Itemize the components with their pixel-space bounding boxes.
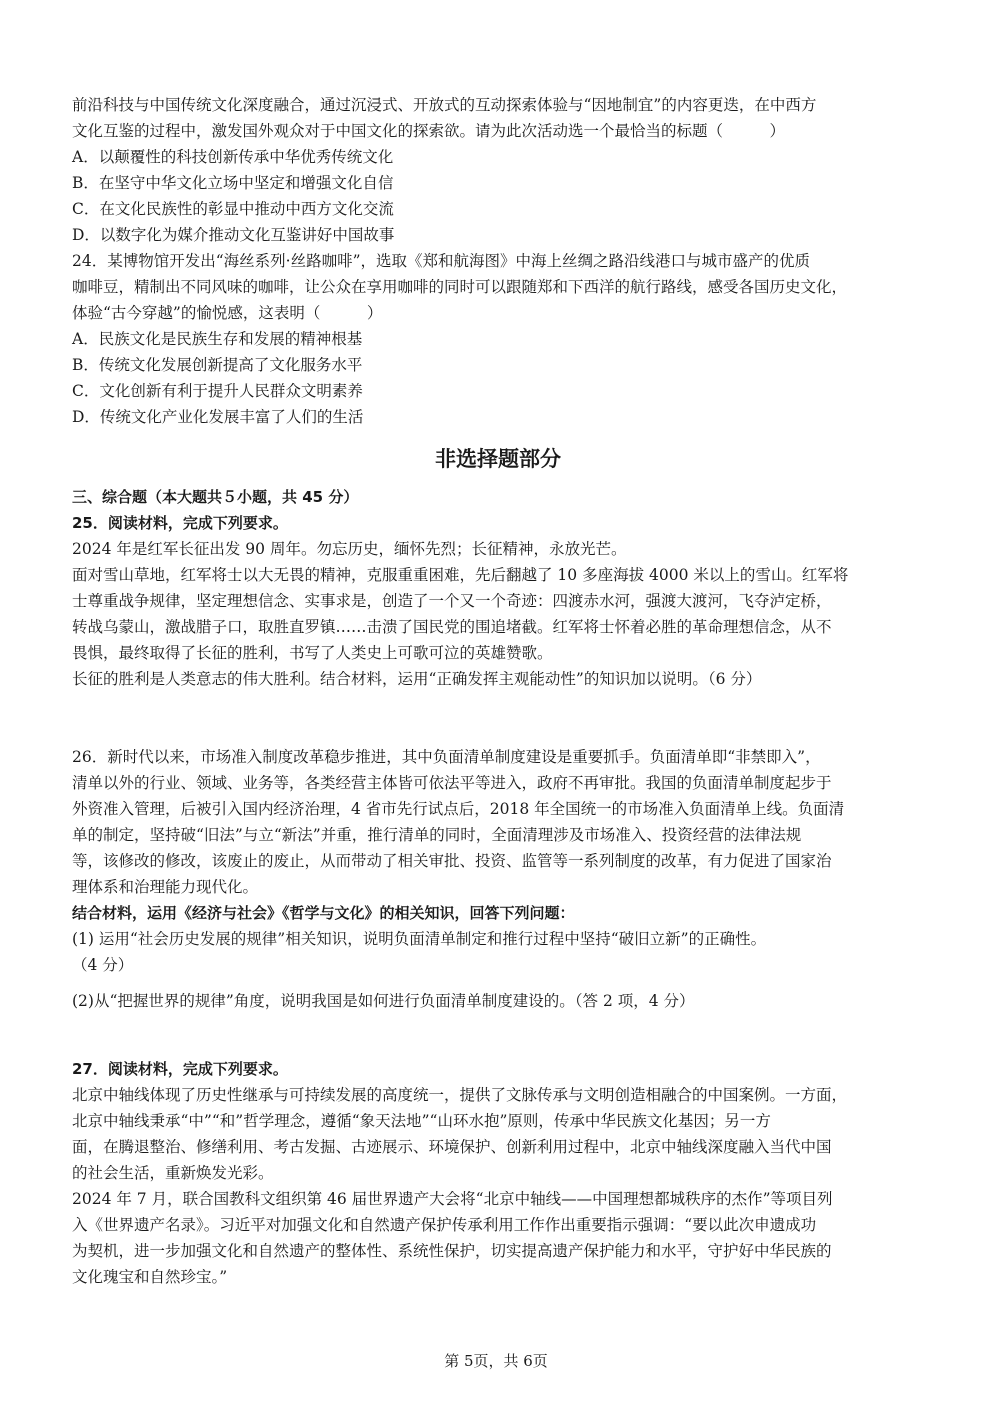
question-23 [72,92,924,248]
q27-heading: 27．阅读材料，完成下列要求。 [72,1060,288,1078]
q26-line: 清单以外的行业、领域、业务等，各类经营主体皆可依法平等进入，政府不再审批。我国的负面清单制度起步于 [72,774,832,792]
exam-page [72,92,924,1290]
q24-stem-line2: 咖啡豆，精制出不同风味的咖啡，让公众在享用咖啡的同时可以跟随郑和下西洋的航行路线，感受各国历史文化， [72,278,848,296]
page-footer: 第 5页，共 6页 [444,1352,548,1370]
q23-option-c: C．在文化民族性的彰显中推动中西方文化交流 [72,200,394,218]
q26-sub1-line1: (1) 运用“社会历史发展的规律”相关知识，说明负面清单制定和推行过程中坚持“破旧立新”的正确性。 [72,930,767,948]
q25-line: 2024 年是红军长征出发 90 周年。勿忘历史，缅怀先烈；长征精神，永放光芒。 [72,540,627,558]
q26-line: 26．新时代以来，市场准入制度改革稳步推进，其中负面清单制度建设是重要抓手。负面清单即“非禁即入”， [72,748,821,766]
q25-line: 士尊重战争规律，坚定理想信念、实事求是，创造了一个又一个奇迹：四渡赤水河，强渡大渡河，飞夺泸定桥， [72,592,832,610]
q24-option-c: C．文化创新有利于提升人民群众文明素养 [72,382,363,400]
q26-sub1-line2: （4 分） [72,956,134,974]
question-26 [72,744,924,1014]
q23-option-d: D．以数字化为媒介推动文化互鉴讲好中国故事 [72,226,395,244]
question-24 [72,248,924,430]
answer-space-26-2 [72,1014,924,1056]
q26-line: 等，该修改的修改，该废止的废止，从而带动了相关审批、投资、监管等一系列制度的改革，有力促进了国家治 [72,852,832,870]
q27-line: 面，在腾退整治、修缮利用、考古发掘、古迹展示、环境保护、创新利用过程中，北京中轴线深度融入当代中国 [72,1138,832,1156]
q25-line: 面对雪山草地，红军将士以大无畏的精神，克服重重困难，先后翻越了 10 多座海拔 4000 米以上的雪山。红军将 [72,566,849,584]
q25-line: 转战乌蒙山，激战腊子口，取胜直罗镇……击溃了国民党的围追堵截。红军将士怀着必胜的革命理想信念，从不 [72,618,832,636]
q23-option-b: B．在坚守中华文化立场中坚定和增强文化自信 [72,174,394,192]
q27-line: 北京中轴线秉承“中”“和”哲学理念，遵循“象天法地”“山环水抱”原则，传承中华民族文化基因；另一方 [72,1112,771,1130]
q23-option-a: A．以颠覆性的科技创新传承中华优秀传统文化 [72,148,394,166]
q24-option-d: D．传统文化产业化发展丰富了人们的生活 [72,408,364,426]
q24-option-a: A．民族文化是民族生存和发展的精神根基 [72,330,363,348]
q27-line: 入《世界遗产名录》。习近平对加强文化和自然遗产保护传承利用工作作出重要指示强调：“要以此次申遗成功 [72,1216,817,1234]
q27-line: 为契机，进一步加强文化和自然遗产的整体性、系统性保护，切实提高遗产保护能力和水平，守护好中华民族的 [72,1242,832,1260]
section-title: 非选择题部分 [435,447,561,471]
q25-prompt: 长征的胜利是人类意志的伟大胜利。结合材料，运用“正确发挥主观能动性”的知识加以说明。（6 分） [72,670,762,688]
q26-line: 单的制定，坚持破“旧法”与立“新法”并重，推行清单的同时，全面清理涉及市场准入、投资经营的法律法规 [72,826,802,844]
q23-stem-line1: 前沿科技与中国传统文化深度融合，通过沉浸式、开放式的互动探索体验与“因地制宜”的内容更迭，在中西方 [72,96,817,114]
q24-stem-line1: 24．某博物馆开发出“海丝系列·丝路咖啡”，选取《郑和航海图》中海上丝绸之路沿线港口与城市盛产的优质 [72,252,811,270]
part3-heading: 三、综合题（本大题共５小题，共 45 分） [72,488,359,506]
q23-stem-line2: 文化互鉴的过程中，激发国外观众对于中国文化的探索欲。请为此次活动选一个最恰当的标题（ ） [72,122,786,140]
q27-line: 2024 年 7 月，联合国教科文组织第 46 届世界遗产大会将“北京中轴线——中国理想都城秩序的杰作”等项目列 [72,1190,833,1208]
q27-line: 文化瑰宝和自然珍宝。” [72,1268,228,1286]
question-25 [72,510,924,692]
answer-space-26-1 [72,978,924,988]
q26-sub2: (2)从“把握世界的规律”角度，说明我国是如何进行负面清单制度建设的。（答 2 项，4 分） [72,992,695,1010]
q24-option-b: B．传统文化发展创新提高了文化服务水平 [72,356,363,374]
q24-stem-line3: 体验“古今穿越”的愉悦感，这表明（ ） [72,304,383,322]
q25-line: 畏惧，最终取得了长征的胜利，书写了人类史上可歌可泣的英雄赞歌。 [72,644,553,662]
q26-line: 理体系和治理能力现代化。 [72,878,259,896]
q26-instruction: 结合材料，运用《经济与社会》《哲学与文化》的相关知识，回答下列问题： [72,904,575,922]
q27-line: 的社会生活，重新焕发光彩。 [72,1164,274,1182]
q25-heading: 25．阅读材料，完成下列要求。 [72,514,288,532]
question-27 [72,1056,924,1290]
q26-line: 外资准入管理，后被引入国内经济治理，4 省市先行试点后，2018 年全国统一的市场准入负面清单上线。负面清 [72,800,845,818]
answer-space-25 [72,692,924,744]
q27-line: 北京中轴线体现了历史性继承与可持续发展的高度统一，提供了文脉传承与文明创造相融合的中国案例。一方面， [72,1086,848,1104]
